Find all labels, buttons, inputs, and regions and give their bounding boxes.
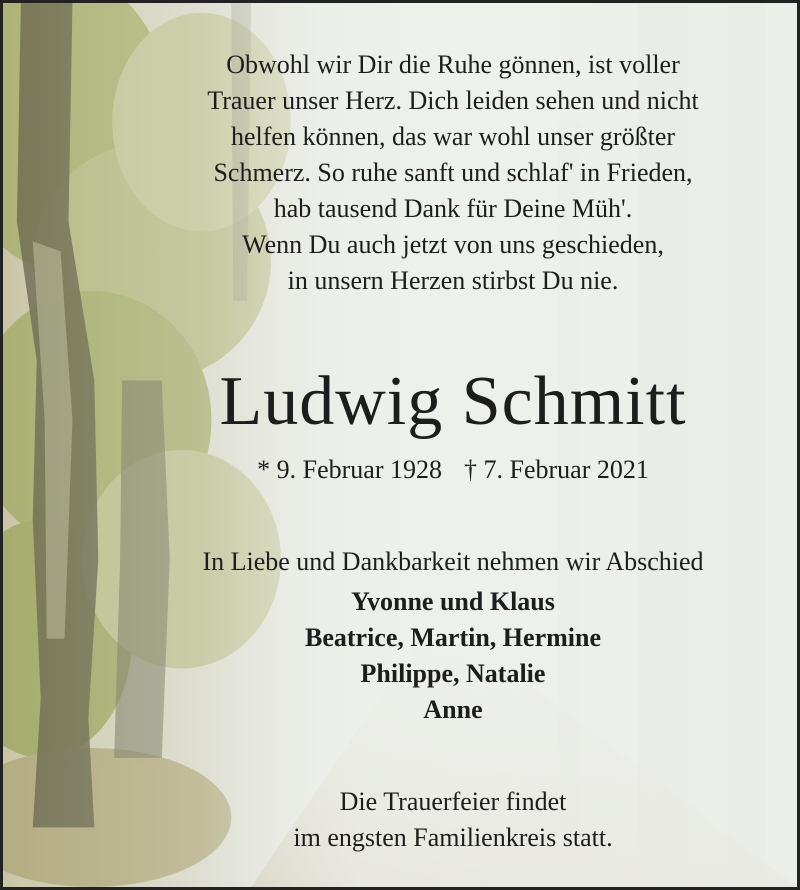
notice-line: Die Trauerfeier findet (339, 787, 567, 816)
poem-line: in unsern Herzen stirbst Du nie. (287, 266, 619, 295)
memorial-poem (103, 47, 800, 299)
life-dates (103, 453, 800, 487)
poem-line: Trauer unser Herz. Dich leiden sehen und nicht (207, 86, 699, 115)
poem-line: helfen können, das war wohl unser größter (230, 122, 676, 151)
mourners-list (103, 584, 800, 728)
funeral-notice (103, 784, 800, 856)
mourner-entry: Philippe, Natalie (360, 659, 546, 688)
farewell-line: In Liebe und Dankbarkeit nehmen wir Abschied (202, 547, 704, 576)
mourner-entry: Beatrice, Martin, Hermine (305, 623, 601, 652)
birth-date: * 9. Februar 1928 (257, 455, 442, 484)
notice-text (3, 3, 797, 887)
poem-line: Obwohl wir Dir die Ruhe gönnen, ist voller (226, 50, 680, 79)
poem-line: Schmerz. So ruhe sanft und schlaf' in Frieden, (213, 158, 693, 187)
notice-line: im engsten Familienkreis statt. (293, 823, 613, 852)
deceased-name: Ludwig Schmitt (219, 363, 687, 440)
mourner-entry: Yvonne und Klaus (351, 587, 555, 616)
death-date: † 7. Februar 2021 (464, 455, 649, 484)
mourner-entry: Anne (423, 695, 483, 724)
poem-line: Wenn Du auch jetzt von uns geschieden, (242, 230, 664, 259)
poem-line: hab tausend Dank für Deine Müh'. (273, 194, 633, 223)
